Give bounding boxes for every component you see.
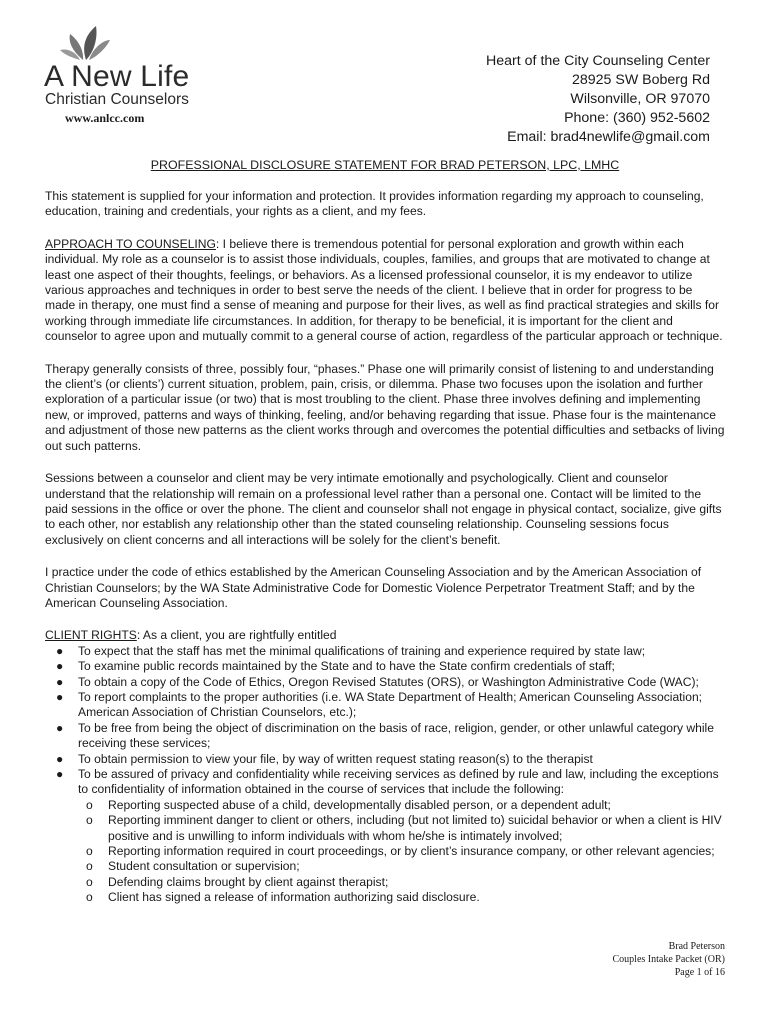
contact-email[interactable]: Email: brad4newlife@gmail.com — [507, 129, 710, 145]
list-item: ● To expect that the staff has met the minimal qualifications of training and experience required by state law; — [56, 643, 646, 658]
list-item: o Client has signed a release of information authorizing said disclosure. — [86, 890, 480, 905]
bullet-icon: ● — [56, 674, 64, 689]
bullet-icon: ● — [56, 689, 64, 704]
logo-title: A New Life — [44, 60, 190, 93]
contact-phone: Phone: (360) 952-5602 — [564, 110, 710, 126]
bullet-icon: ● — [56, 720, 64, 735]
approach-text: : I believe there is tremendous potential for personal exploration and growth within each individual. My role as a counselor is to assist those individuals, couples, families, and groups that are motivated to change at least one aspect of their thoughts, feelings, or behaviors. As a licensed professional counselor, it is my endeavor to utilize various approaches and techniques in order to best serve the needs of the client. I believe that in order for progress to be made in therapy, one must find a sense of meaning and purpose for their lives, as well as find practical strategies and skills for working through immediate life circumstances. In addition, for therapy to be beneficial, it is important for the client and counselor to agree upon and mutually commit to a general course of action, regardless of the particular approach or technique. — [45, 236, 723, 344]
list-item: ● To examine public records maintained by the State and to have the State confirm credentials of staff; — [56, 659, 615, 674]
sub-bullet-icon: o — [86, 874, 93, 889]
client-rights-section — [45, 628, 725, 905]
footer-packet: Couples Intake Packet (OR) — [612, 954, 725, 965]
approach-heading: APPROACH TO COUNSELING — [45, 236, 216, 251]
contact-org: Heart of the City Counseling Center — [486, 53, 710, 69]
confidentiality-exceptions-list — [78, 798, 725, 906]
bullet-icon: ● — [56, 659, 64, 674]
list-item: o Reporting imminent danger to client or others, including (but not limited to) suicidal behavior or when a client is HIV positive and is unwilling to inform individuals with whom he/she is intimately involved; — [86, 813, 722, 843]
bullet-icon: ● — [56, 767, 64, 781]
client-rights-heading: CLIENT RIGHTS — [45, 628, 137, 643]
contact-city: Wilsonville, OR 97070 — [570, 91, 710, 107]
bullet-icon: ● — [56, 751, 64, 766]
contact-street: 28925 SW Boberg Rd — [571, 72, 710, 88]
leaf-logo-icon — [56, 22, 116, 62]
list-item: o Student consultation or supervision; — [86, 859, 300, 874]
sub-bullet-icon: o — [86, 844, 93, 859]
list-item: o Defending claims brought by client against therapist; — [86, 874, 389, 889]
list-item: ● To obtain permission to view your file, by way of written request stating reason(s) to the therapist — [56, 751, 593, 766]
logo — [44, 22, 204, 125]
approach-paragraph — [45, 237, 725, 345]
list-item: o Reporting suspected abuse of a child, developmentally disabled person, or a dependent adult; — [86, 797, 611, 812]
sub-bullet-icon: o — [86, 813, 93, 828]
contact-block — [486, 52, 710, 147]
client-rights-intro-text: : As a client, you are rightfully entitled — [136, 628, 337, 643]
page-footer — [613, 940, 725, 979]
footer-name: Brad Peterson — [668, 941, 725, 952]
sub-bullet-icon: o — [86, 890, 93, 905]
sub-bullet-icon: o — [86, 859, 93, 874]
sessions-paragraph: Sessions between a counselor and client may be very intimate emotionally and psychologically. Client and counselor understand that the relationship will remain on a professional level rather than a personal one. Contact will be limited to the paid sessions in the office or over the phone. The client and counselor shall not engage in physical contact, socialize, give gifts to each other, nor establish any relationship other than the stated counseling relationship. Counseling sessions focus exclusively on client concerns and all interactions will be solely for the client’s benefit. — [45, 471, 722, 547]
page-number: Page 1 of 16 — [674, 967, 725, 978]
list-item: o Reporting information required in court proceedings, or by client’s insurance company, or other relevant agencies; — [86, 844, 715, 859]
bullet-icon: ● — [56, 643, 64, 658]
list-item: ● To obtain a copy of the Code of Ethics, Oregon Revised Statutes (ORS), or Washington Administrative Code (WAC); — [56, 674, 699, 689]
client-rights-intro — [45, 628, 725, 643]
logo-subtitle: Christian Counselors — [45, 91, 189, 108]
document-title: PROFESSIONAL DISCLOSURE STATEMENT FOR BRAD PETERSON, LPC, LMHC — [150, 158, 620, 172]
list-item: ● To be free from being the object of discrimination on the basis of race, religion, gender, or other unlawful category while receiving these services; — [56, 720, 714, 751]
phases-paragraph: Therapy generally consists of three, possibly four, “phases.” Phase one will primarily consist of listening to and understanding the client’s (or clients’) current situation, problem, pain, crisis, or dilemma. Phase two focuses upon the isolation and further exploration of a particular issue (or two) that is most troubling to the client. Phase three involves defining and implementing new, or improved, patterns and ways of thinking, feeling, and/or behaving regarding that issue. Phase four is the maintenance and adjustment of those new patterns as the client works through and overcomes the potential difficulties and setbacks of living out such patterns. — [45, 361, 725, 453]
list-item: ● To be assured of privacy and confidentiality while receiving services as defined by rule and law, including the exceptions to confidentiality of information obtained in the course of services that include the following: o Reporting suspected abuse of a child, developmentally disabled person, or a dependent adult; o Reporting imminent danger to client or others, including (but not limited to) suicidal behavior or when a client is HIV positive and is unwilling to inform individuals with whom he/she is intimately involved; o Reporting information required in court proceedings, or by client’s insurance company, or other relevant agencies; o Student consultation or supervision; o Defending claims brought by client against therapist; o Client has signed a release of information authorizing said disclosure. — [45, 767, 725, 906]
sub-bullet-icon: o — [86, 797, 93, 812]
list-item: ● To report complaints to the proper authorities (i.e. WA State Department of Health; American Counseling Association; American Association of Christian Counselors, etc.); — [56, 689, 703, 720]
document-body — [45, 189, 725, 906]
intro-paragraph: This statement is supplied for your information and protection. It provides information regarding my approach to counseling, education, training and credentials, your rights as a client, and my fees. — [45, 189, 704, 219]
client-rights-list — [45, 644, 725, 906]
website-url[interactable]: www.anlcc.com — [65, 111, 145, 125]
ethics-paragraph: I practice under the code of ethics established by the American Counseling Association and by the American Association of Christian Counselors; by the WA State Administrative Code for Domestic Violence Perpetrator Treatment Staff; and by the American Counseling Association. — [45, 565, 702, 610]
